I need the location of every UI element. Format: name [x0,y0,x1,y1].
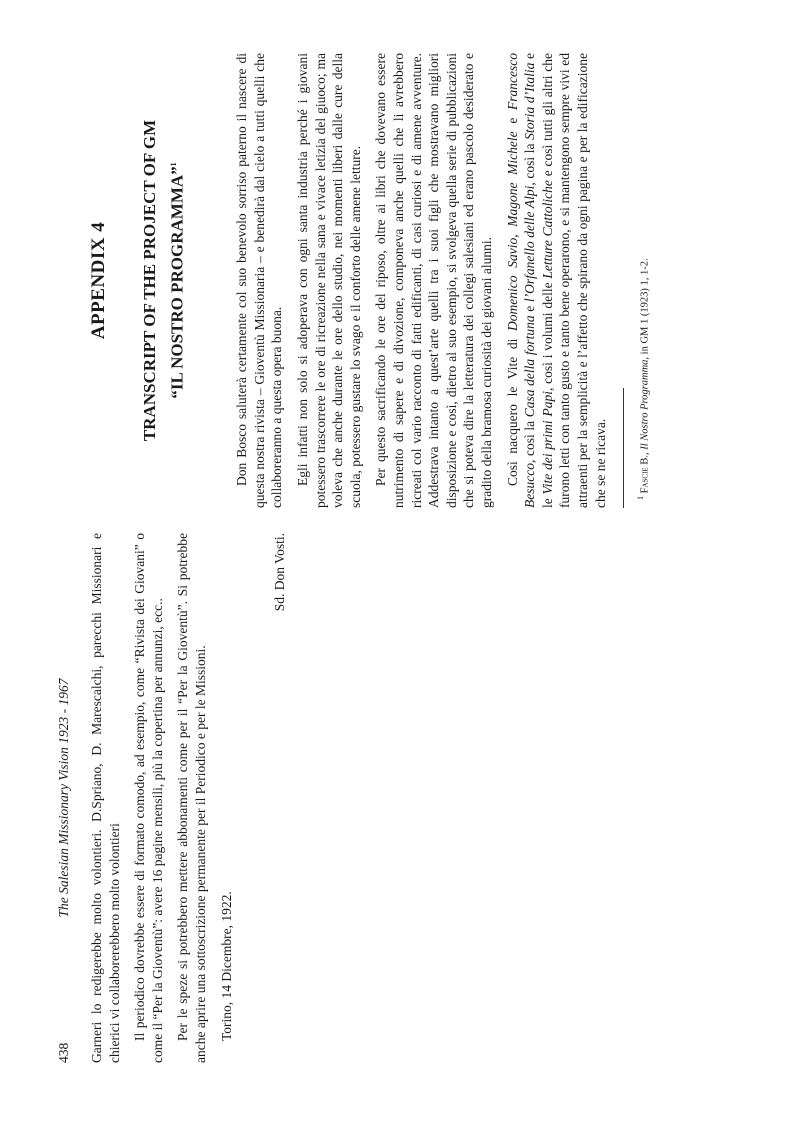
footnote-reference: 1 [168,162,178,167]
appendix-heading: APPENDIX 4 [88,221,109,340]
right-paragraph-2: Egli infatti non solo si adoperava con ogni santa industria perché i giovani potessero trascorrere le ore di ricreazione nella sana e vivace letizia del giuoco; ma voleva che anche durante le ore dello studio, nei momenti liberi dalle cure della scuola, potessero gustare lo svago e il conforto delle amene letture. [295,53,363,508]
right-column [90,53,653,508]
right-paragraph-1: Don Bosco saluterà certamente col suo benevolo sorriso paterno il nascere di questa nostra rivista – Gioventù Missionaria – e benedirà dal cielo a tutti quelli che collaboreranno a questa opera buona. [234,53,285,508]
right-paragraph-3: Per questo sacrificando le ore del riposo, oltre ai libri che dovevano essere nutrimento di sapere e di divozione, componeva anche quelli che li avrebbero ricreati col vario racconto di fatti edificanti, di casi curiosi e di amene avventure. Addestrava intanto a quest’arte quelli tra i suoi figli che mostravano migliori disposizione e così, dietro al suo esempio, si svolgeva quella serie di pubblicazioni che si poteva dire la letteratura dei collegi salesiani ed erano pascolo desiderato e gradito della bramosa curiosità dei giovani alunni. [373,53,494,508]
footnote-divider [623,388,624,508]
letter-date: Torino, 14 Dicembre, 1922. [218,891,234,1041]
letter-signature: Sd. Don Vosti. [272,533,288,612]
appendix-subheading [138,53,190,508]
footnote: $^1$ Fascie B., Il Nostro Programma, in GM 1 (1923) 1, 1-2. [636,258,651,500]
left-column [88,533,289,1063]
left-paragraph-2: Il periodico dovrebbe essere di formato comodo, ad esempio, come “Rivista dei Giovani” o come il “Per la Gioventù”: avere 16 pagine mensili, più la copertina per annunzi, ecc.. [132,533,165,1063]
book-title: The Salesian Missionary Vision 1923 - 1967 [56,678,71,918]
left-paragraph-3: Per le speze si potrebbero mettere abbonamenti come per il “Per la Gioventù”. Si potrebbe anche aprire una sottoscrizione permanente per il Periodico e per le Missioni. [175,533,208,1063]
subheading-line-1: TRANSCRIPT OF THE PROJECT OF GM [139,119,159,442]
right-paragraph-4: Così nacquero le Vite di Domenico Savio, Magone Michele e Francesco Besucco, così la Casa della fortuna e l’Orfanello delle Alpi, così la Storia d’Italia e le Vite dei primi Papi, così i volumi delle Letture Cattoliche e così tutti gli altri che furono letti con tanto gusto e tanto bene operarono, e si mantengono sempre vivi ed attraenti per la semplicità e l’affetto che spirano da ogni pagina e per la edificazione che se ne ricava. [504,53,608,508]
page-number: 438 [56,1042,71,1063]
left-paragraph-1: Garneri lo redigerebbe molto volontieri. D.Spriano, D. Marescalchi, parecchi Missionari e chierici vi collaborerebbero molto volontieri [89,533,122,1063]
subheading-line-2: “IL NOSTRO PROGRAMMA” [167,166,187,399]
